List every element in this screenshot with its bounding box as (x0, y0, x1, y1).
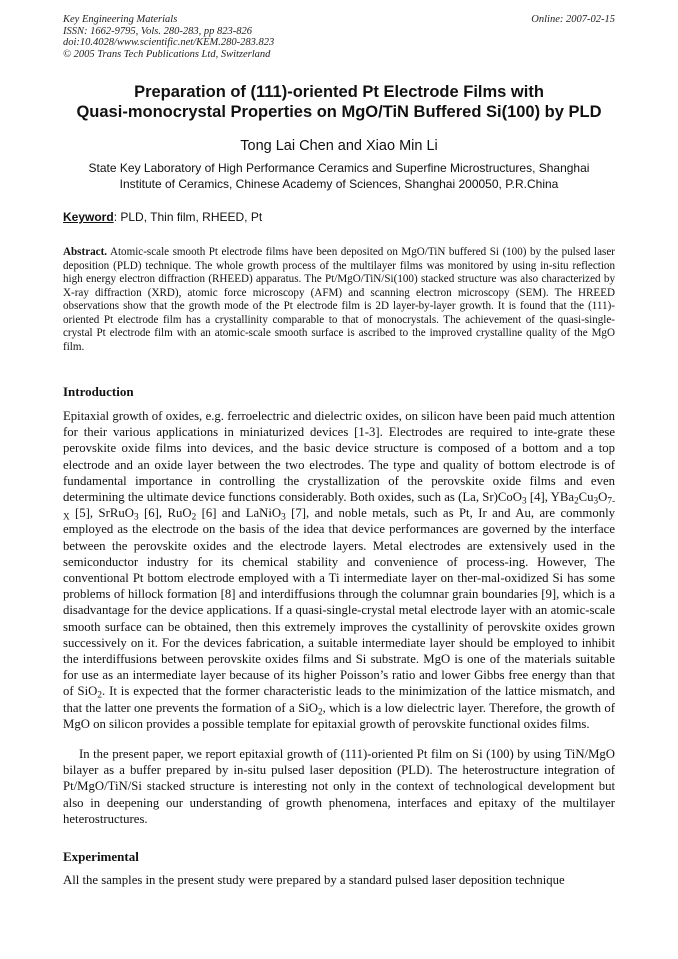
affiliation-line-1: State Key Laboratory of High Performance Ceramics and Superfine Microstructures, Shanghai (88, 161, 590, 175)
text-run: O (598, 490, 608, 505)
text-run: . It is expected that the former characteristic leads to the minimization of the lattice mismatch, and that the latter one prevents the formation of a SiO (63, 684, 615, 715)
subscript: 2 (317, 705, 323, 716)
subscript: 3 (593, 495, 599, 506)
title-line-2: Quasi-monocrystal Properties on MgO/TiN Buffered Si(100) by PLD (76, 103, 602, 121)
title-line-1: Preparation of (111)-oriented Pt Electrode Films with (134, 83, 544, 101)
text-run: [6] and LaNiO (196, 506, 282, 521)
introduction-heading: Introduction (63, 384, 134, 399)
subscript: 2 (97, 689, 102, 700)
introduction-paragraph-2: In the present paper, we report epitaxial growth of (111)-oriented Pt film on Si (100) by using TiN/MgO bilayer as a buffer prepared by in-situ pulsed laser deposition (PLD). The heterostructure integration of Pt/MgO/TiN/Si stacked structure is interesting not only in the context of technological development but also in deepening our understanding of growth phenomena, interfaces and epitaxy of the multilayer heterostructures. (63, 747, 615, 826)
introduction-paragraph-1 (63, 408, 615, 732)
journal-name: Key Engineering Materials (63, 14, 178, 25)
subscript: 3 (281, 511, 286, 522)
affiliation (40, 161, 638, 192)
subscript: 7-X (63, 495, 615, 522)
abstract (63, 246, 615, 354)
experimental-paragraph-1: All the samples in the present study were prepared by a standard pulsed laser deposition technique (63, 873, 565, 887)
keywords-text: : PLD, Thin film, RHEED, Pt (113, 210, 263, 224)
text-run: [5], SrRuO (69, 506, 134, 521)
subscript: 2 (191, 511, 197, 522)
issn-line: ISSN: 1662-9795, Vols. 280-283, pp 823-826 (63, 25, 252, 37)
text-run: , which is a low dielectric layer. Therefore, the growth of MgO on silicon provides a possible template for epitaxial growth of perovskite functional oxides films. (63, 700, 615, 731)
text-run: Cu (578, 490, 594, 505)
paper-title (40, 82, 638, 122)
affiliation-line-2: Institute of Ceramics, Chinese Academy of Sciences, Shanghai 200050, P.R.China (119, 176, 559, 191)
text-run: Epitaxial growth of oxides, e.g. ferroelectric and dielectric oxides, on silicon have been paid much attention for their various applications in miniaturized devices [1-3]. Electrodes are required to inte-grate these perovskite oxide films into devices, and the basic device structure is composed of a bottom and a top electrode and an oxide layer between the two electrodes. The type and quality of bottom electrode is of fundamental importance in controlling the crystallization of the perovskite oxide films and even determining the ultimate device functions considerably. Both oxides, such as (La, Sr)CoO (63, 409, 615, 505)
authors: Tong Lai Chen and Xiao Min Li (240, 138, 438, 154)
journal-meta (63, 14, 615, 60)
text-run: [6], RuO (138, 506, 192, 521)
copyright-line: © 2005 Trans Tech Publications Ltd, Switzerland (63, 48, 271, 60)
text-run: [7], and noble metals, such as Pt, Ir and Au, are commonly employed as the electrode on the basis of the idea that device performances are governed by the interface between the perovskite oxides and the electrode layers. Metal electrodes are extensively used in the semiconductor industry for its chemical stability and convenience of process-ing. However, The conventional Pt bottom electrode employed with a Ti intermediate layer on ther-mal-oxidized Si has some problems of hillock formation [8] and interdiffusions through the columnar grain boundaries [9], which is a disadvantage for the device applications. If a quasi-single-crystal metal electrode layer with an atomic-scale smooth surface can be obtained, then this extremely improves the cystallinity of perovskite oxides grown successively on it. For the devices fabrication, a suitable intermediate layer should be employed to inhibit the interdiffusions between perovskite oxides films and Si substrate. MgO is one of the materials suitable for use as an intermediate layer because of its higher Poisson’s ratio and lower Gibbs free energy than that of SiO (63, 506, 615, 699)
abstract-text: Atomic-scale smooth Pt electrode films have been deposited on MgO/TiN buffered Si (100) by the pulsed laser deposition (PLD) technique. The whole growth process of the multilayer films was monitored by using in-situ reflection high energy electron diffraction (RHEED) apparatus. The Pt/MgO/TiN/Si(100) stacked structure was also characterized by X-ray diffraction (XRD), atomic force microscopy (AFM) and scanning electron microscopy (SEM). The HREED observations show that the growth mode of the Pt electrode film is 2D layer-by-layer growth. It is found that the (111)-oriented Pt electrode film has a crystallinity comparable to that of monocrystals. The achievement of the quasi-single-crystal Pt electrode film with an atomic-scale smooth surface is ascribed to the improved crystalline quality of the MgO film. (63, 246, 615, 353)
online-date: Online: 2007-02-15 (531, 14, 615, 25)
keywords (63, 210, 615, 225)
text-run: [4], YBa (526, 490, 575, 505)
abstract-label: Abstract. (63, 246, 108, 258)
keywords-label: Keyword (63, 210, 114, 224)
subscript: 3 (521, 495, 527, 506)
subscript: 3 (133, 511, 139, 522)
subscript: 2 (574, 495, 579, 506)
doi-line: doi:10.4028/www.scientific.net/KEM.280-283.823 (63, 37, 275, 48)
experimental-heading: Experimental (63, 849, 139, 864)
